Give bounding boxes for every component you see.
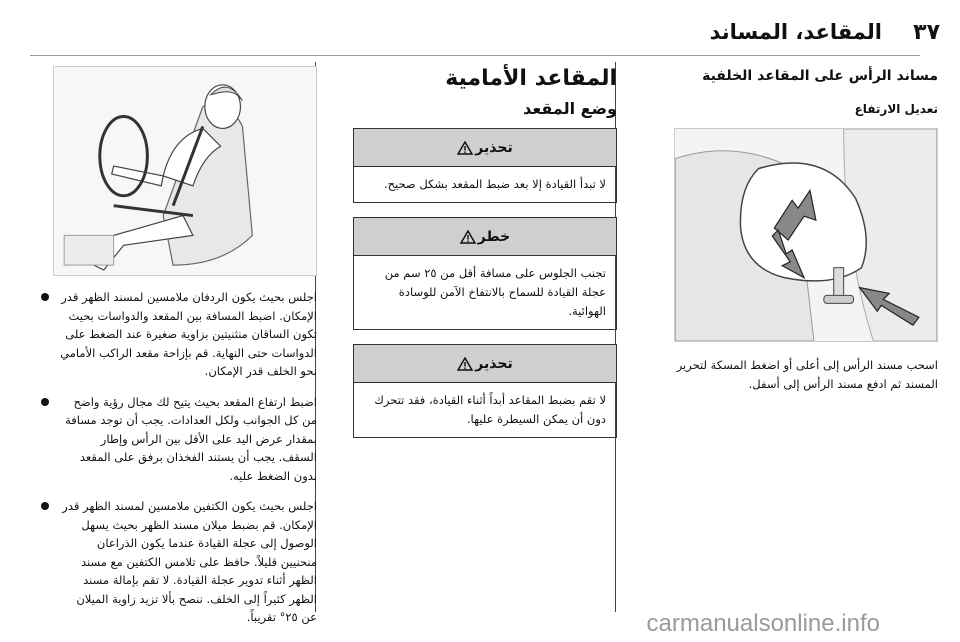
headrest-adjust-illustration [675, 129, 937, 341]
right-column [640, 66, 938, 394]
danger-text: تجنب الجلوس على مسافة أقل من ٢٥ سم من عجلة القيادة للسماح بالانتفاخ الآمن للوسادة الهوائية. [384, 266, 606, 318]
bullet-dot-icon [41, 293, 49, 301]
bullet-dot-icon [41, 502, 49, 510]
warning-title: تحذير [475, 139, 513, 156]
warning-title: تحذير [475, 355, 513, 372]
warning-triangle-icon [457, 357, 473, 371]
page-number: ٣٧ [913, 20, 940, 45]
seated-driver-figure [53, 66, 317, 276]
warning-triangle-icon [457, 141, 473, 155]
rear-headrests-heading: مساند الرأس على المقاعد الخلفية [702, 68, 938, 84]
warning-text: لا تقم بضبط المقاعد أبداً أثناء القيادة، فقد تتحرك دون أن يمكن السيطرة عليها. [374, 393, 606, 426]
danger-box [353, 217, 617, 330]
seating-instructions-list [37, 288, 317, 627]
page-header [0, 0, 960, 56]
warning-text: لا تبدأ القيادة إلا بعد ضبط المقعد بشكل صحيح. [383, 177, 606, 191]
left-column [37, 66, 317, 639]
bullet-dot-icon [41, 398, 49, 406]
warning-box-header [354, 345, 616, 383]
warning-box-header [354, 129, 616, 167]
warning-triangle-icon [460, 230, 476, 244]
list-item: اجلس بحيث يكون الكتفين ملامسين لمسند الظهر قدر الإمكان. قم بضبط ميلان مسند الظهر بحيث يسهل الوصول إلى عجلة القيادة عندما يكون الذراعان منحنيين قليلاً. حافظ على تلامس الكتفين مع مسند الظهر أثناء تدوير عجلة القيادة. لا تقم بإمالة مسند الظهر كثيراً إلى الخلف. ننصح بألا تزيد زاوية الميلان عن ٢٥° تقريباً. [37, 497, 317, 627]
height-adjust-subheading: تعديل الارتفاع [854, 102, 938, 116]
front-seats-heading: المقاعد الأمامية [445, 66, 617, 91]
running-title: المقاعد، المساند [709, 20, 882, 44]
danger-title: خطر [477, 228, 511, 245]
danger-box-header [354, 218, 616, 256]
list-item: اضبط ارتفاع المقعد بحيث يتيح لك مجال رؤية واضح من كل الجوانب ولكل العدادات. يجب أن توجد مسافة بمقدار عرض اليد على الأقل بين الرأس وإطار السقف. يجب أن يستند الفخذان برفق على المقعد بدون الضغط عليه. [37, 393, 317, 486]
header-divider [30, 55, 920, 56]
warning-box [353, 344, 617, 438]
headrest-caption: اسحب مسند الرأس إلى أعلى أو اضغط المسكة لتحرير المسند ثم ادفع مسند الرأس إلى أسفل. [676, 358, 938, 391]
driver-seated-illustration [54, 67, 316, 275]
middle-column [353, 66, 617, 452]
headrest-figure [674, 128, 938, 342]
warning-box [353, 128, 617, 203]
seat-position-subheading: وضع المقعد [523, 99, 617, 118]
list-item: اجلس بحيث يكون الردفان ملامسين لمسند الظهر قدر الإمكان. اضبط المسافة بين المقعد والدواسات بحيث تكون الساقان منثنيتين بزاوية صغيرة عند الضغط على الدواسات حتى النهاية. قم بإزاحة مقعد الراكب الأمامي نحو الخلف قدر الإمكان. [37, 288, 317, 381]
watermark: carmanualsonline.info [646, 610, 880, 637]
